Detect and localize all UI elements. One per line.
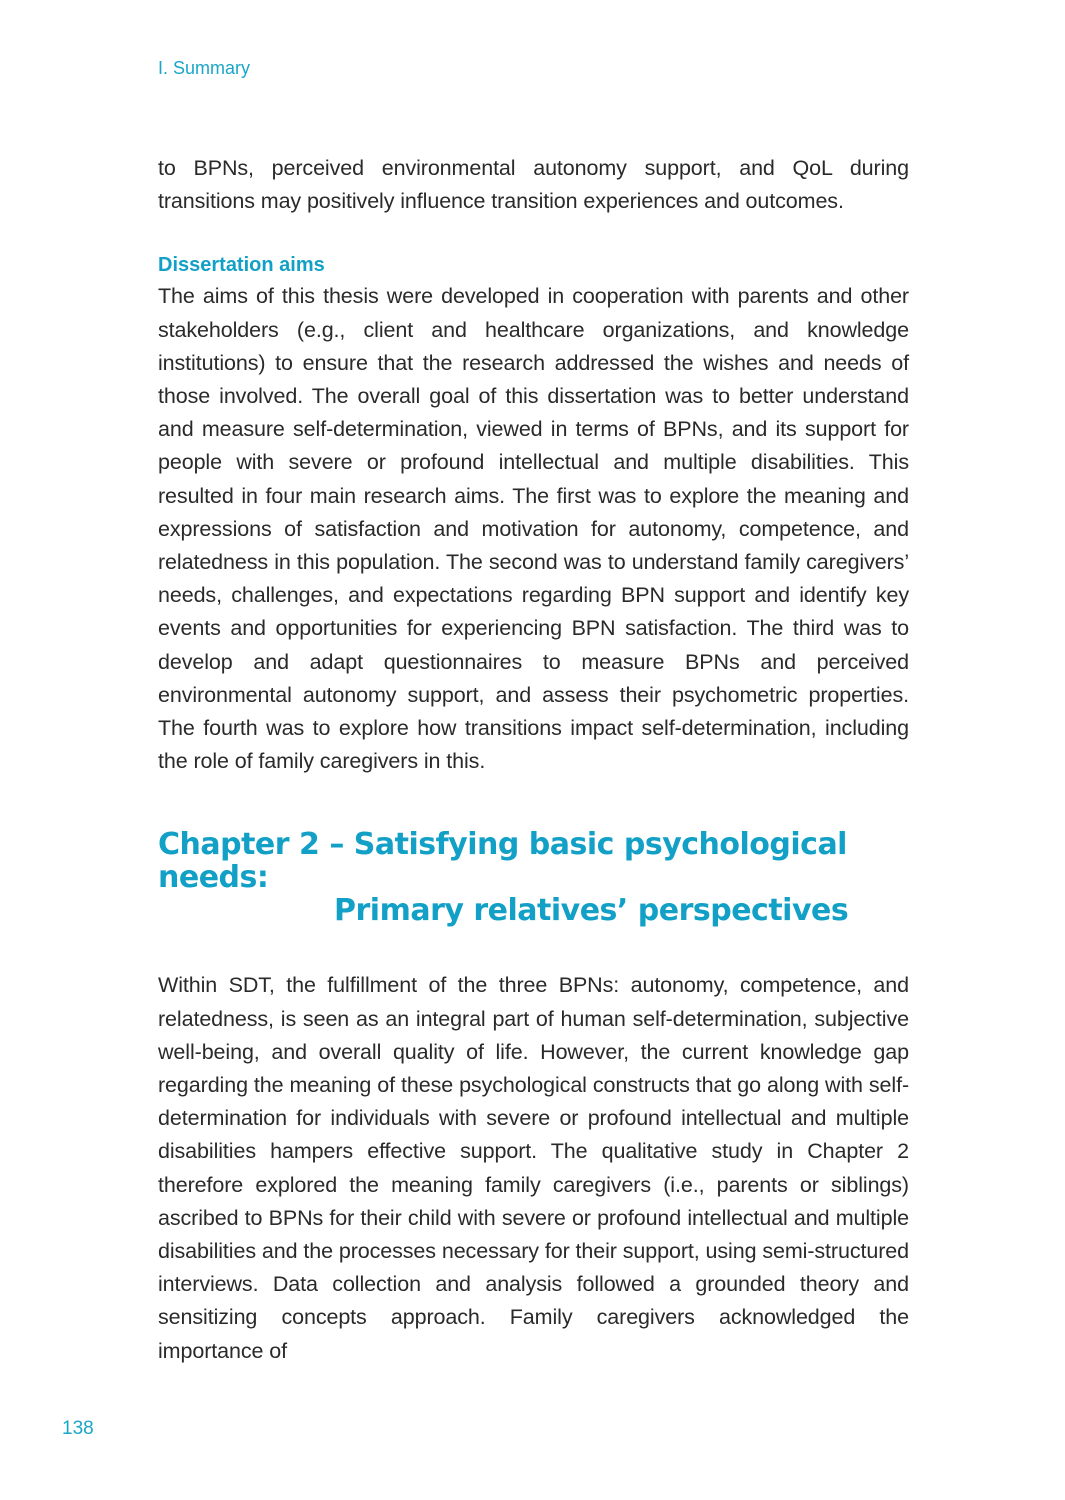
chapter-paragraph: Within SDT, the fulfillment of the three BPNs: autonomy, competence, and relatedness, is seen as an integral part of human self-determination, subjective well-being, and overall quality of life. However, the current knowledge gap regarding the meaning of these psychological constructs that go along with self-determination for individuals with severe or profound intellectual and multiple disabilities hampers effective support. The qualitative study in Chapter 2 therefore explored the meaning family caregivers (i.e., parents or siblings) ascribed to BPNs for their child with severe or profound intellectual and multiple disabilities and the processes necessary for their support, using semi-structured interviews. Data collection and analysis followed a grounded theory and sensitizing concepts approach. Family caregivers acknowledged the importance of (158, 973, 909, 1363)
chapter-heading (158, 828, 909, 927)
chapter-heading-line-2: Primary relatives’ perspectives (334, 893, 849, 929)
page-body (158, 152, 909, 1368)
page-number: 138 (62, 1418, 94, 1439)
section-heading-dissertation-aims: Dissertation aims (158, 254, 325, 277)
aims-paragraph: The aims of this thesis were developed in cooperation with parents and other stakeholders (e.g., client and healthcare organizations, and knowledge institutions) to ensure that the research addressed the wishes and needs of those involved. The overall goal of this dissertation was to better understand and measure self-determination, viewed in terms of BPNs, and its support for people with severe or profound intellectual and multiple disabilities. This resulted in four main research aims. The first was to explore the meaning and expressions of satisfaction and motivation for autonomy, competence, and relatedness in this population. The second was to understand family caregivers’ needs, challenges, and expectations regarding BPN support and identify key events and opportunities for experiencing BPN satisfaction. The third was to develop and adapt questionnaires to measure BPNs and perceived environmental autonomy support, and assess their psychometric properties. The fourth was to explore how transitions impact self-determination, including the role of family caregivers in this. (158, 284, 909, 774)
intro-paragraph: to BPNs, perceived environmental autonomy support, and QoL during transitions may positively influence transition experiences and outcomes. (158, 156, 909, 214)
running-header: I. Summary (158, 58, 251, 78)
chapter-heading-line-1: Chapter 2 – Satisfying basic psychological needs: (158, 827, 847, 896)
